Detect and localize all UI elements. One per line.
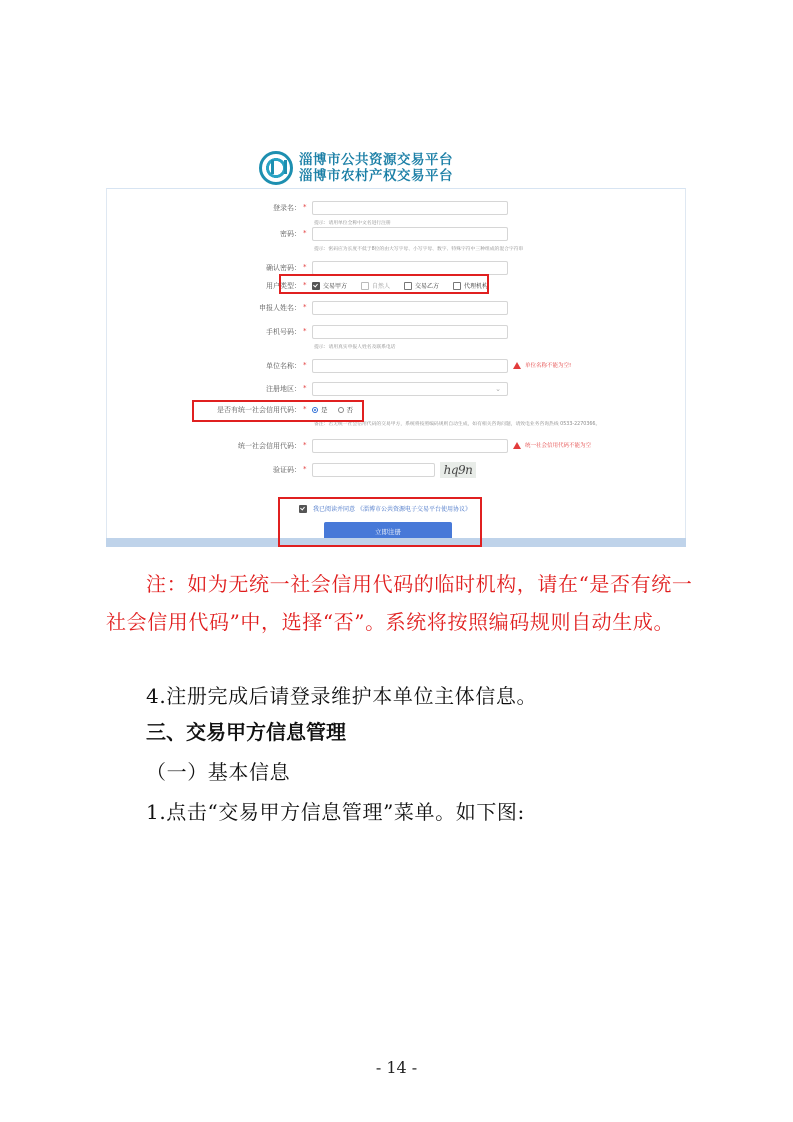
- captcha-image[interactable]: hq9n: [440, 462, 476, 478]
- paragraph-step-4: 4.注册完成后请登录维护本单位主体信息。: [146, 684, 538, 708]
- agreement-link[interactable]: 《淄博市公共资源电子交易平台使用协议》: [357, 506, 472, 513]
- unit-name-error: 单位名称不能为空!: [513, 361, 571, 369]
- radio-no[interactable]: 否: [338, 405, 354, 414]
- credit-code-input[interactable]: [312, 439, 508, 453]
- credit-code-label: 统一社会信用代码：: [238, 442, 301, 450]
- captcha-row: [107, 463, 686, 479]
- username-row: [107, 201, 686, 226]
- confirm-password-input[interactable]: [312, 261, 508, 275]
- credit-code-note: 备注：若无统一社会信用代码的交易甲方，系统将按照编码规则自动生成，如有相关咨询问题，请致电业务咨询热线 0533-2270366。: [314, 422, 601, 427]
- required-mark: *: [303, 263, 307, 271]
- user-type-option-party-a[interactable]: 交易甲方: [312, 281, 347, 290]
- required-mark: *: [303, 203, 307, 211]
- user-type-option-agency[interactable]: 代理机构: [453, 281, 488, 290]
- password-label: 密码：: [280, 230, 301, 238]
- platform-header: [259, 148, 453, 188]
- required-mark: *: [303, 465, 307, 473]
- password-row: [107, 227, 686, 252]
- red-note: 注：如为无统一社会信用代码的临时机构，请在“是否有统一社会信用代码”中，选择“否”。系统将按照编码规则自动生成。: [106, 572, 693, 634]
- required-mark: *: [303, 361, 307, 369]
- unit-name-label: 单位名称：: [266, 362, 301, 370]
- confirm-password-label: 确认密码：: [266, 264, 301, 272]
- phone-label: 手机号码：: [266, 328, 301, 336]
- phone-row: [107, 325, 686, 350]
- required-mark: *: [303, 229, 307, 237]
- unit-name-row: [107, 359, 686, 375]
- applicant-name-input[interactable]: [312, 301, 508, 315]
- credit-code-error: 统一社会信用代码不能为空: [513, 441, 591, 449]
- applicant-name-row: [107, 301, 686, 317]
- user-type-option-party-b[interactable]: 交易乙方: [404, 281, 439, 290]
- warning-icon: [513, 362, 521, 369]
- platform-logo-icon: [259, 151, 293, 185]
- phone-hint: 提示：请用真实申报人姓名及联系电话: [314, 345, 396, 350]
- region-row: [107, 382, 686, 398]
- user-type-option-natural-person[interactable]: 自然人: [361, 281, 390, 290]
- highlight-credit-code-option: [192, 400, 364, 422]
- page-number: - 14 -: [375, 1058, 418, 1077]
- credit-code-row: [107, 439, 686, 455]
- region-label: 注册地区：: [266, 385, 301, 393]
- unit-name-input[interactable]: [312, 359, 508, 373]
- required-mark: *: [303, 405, 307, 413]
- chevron-down-icon: ⌄: [495, 385, 501, 393]
- registration-form: [106, 188, 686, 538]
- username-input[interactable]: [312, 201, 508, 215]
- username-hint: 提示：请用单位全称中文名进行注册: [314, 221, 391, 226]
- phone-input[interactable]: [312, 325, 508, 339]
- required-mark: *: [303, 384, 307, 392]
- captcha-label: 验证码：: [273, 466, 301, 474]
- required-mark: *: [303, 303, 307, 311]
- password-hint: 提示：密码应为长度不低于8位的由大写字母、小写字母、数字、特殊字符中三种组成的混合字符串: [314, 247, 524, 252]
- region-select[interactable]: [312, 382, 508, 396]
- user-type-label: 用户类型：: [266, 282, 301, 290]
- platform-title-2: 淄博市农村产权交易平台: [299, 168, 453, 184]
- register-button[interactable]: 立即注册: [324, 522, 452, 542]
- highlight-agreement-register: [278, 497, 482, 547]
- required-mark: *: [303, 327, 307, 335]
- section-heading: 三、交易甲方信息管理: [146, 720, 346, 744]
- agreement-label: 我已阅读并同意: [313, 506, 356, 513]
- paragraph-step-1: 1.点击“交易甲方信息管理”菜单。如下图:: [146, 800, 525, 824]
- warning-icon: [513, 442, 521, 449]
- applicant-name-label: 申报人姓名：: [259, 304, 301, 312]
- captcha-input[interactable]: [312, 463, 435, 477]
- subsection-heading: （一）基本信息: [146, 760, 291, 784]
- has-credit-code-label: 是否有统一社会信用代码：: [217, 406, 301, 414]
- required-mark: *: [303, 441, 307, 449]
- platform-title-1: 淄博市公共资源交易平台: [299, 152, 453, 168]
- required-mark: *: [303, 281, 307, 289]
- radio-yes[interactable]: 是: [312, 405, 328, 414]
- password-input[interactable]: [312, 227, 508, 241]
- registration-screenshot: [106, 142, 686, 547]
- username-label: 登录名：: [273, 204, 301, 212]
- highlight-user-type: [279, 274, 489, 294]
